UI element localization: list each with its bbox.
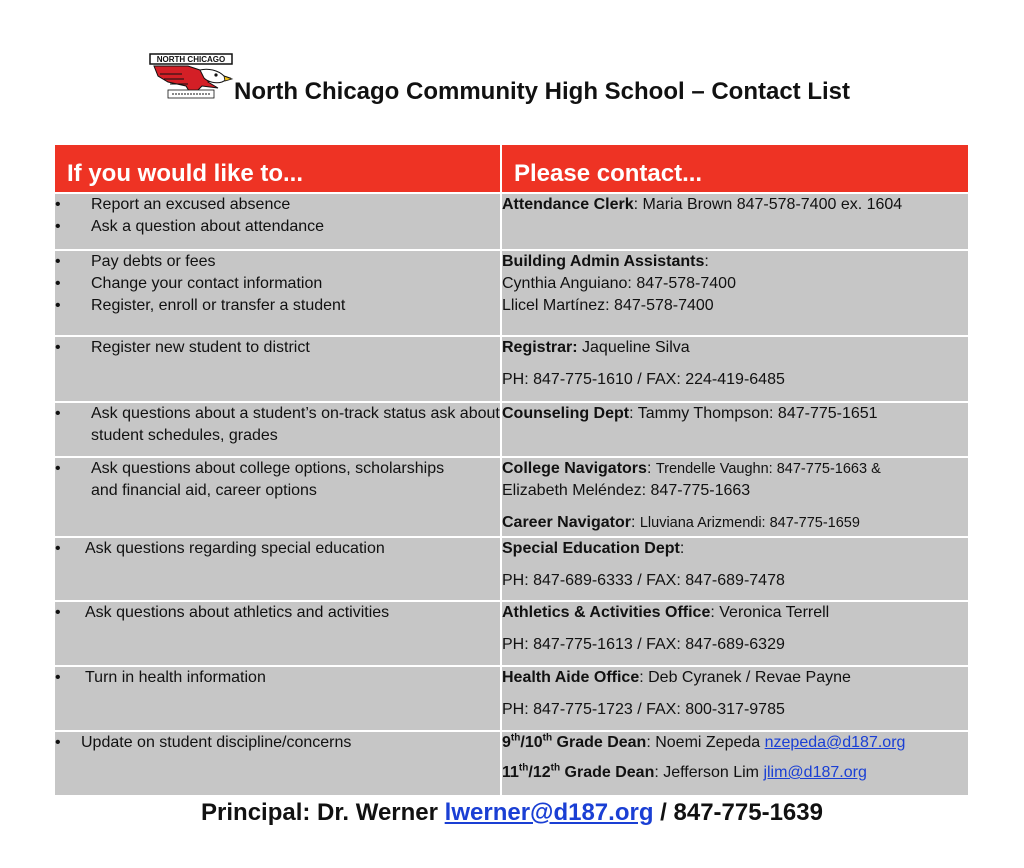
list-item: • Ask questions about athletics and activities — [55, 602, 500, 624]
list-item: • Report an excused absence — [55, 194, 500, 216]
request-cell — [55, 601, 501, 666]
request-cell — [55, 402, 501, 457]
dean-role-9-10: 9th/10th Grade Dean — [502, 732, 647, 751]
contact-detail: Jefferson Lim — [663, 764, 759, 781]
principal-email-link[interactable]: lwerner@d187.org — [444, 799, 654, 826]
contact-cell: Building Admin Assistants: Cynthia Anguiano: 847-578-7400 Llicel Martínez: 847-578-7400 — [501, 250, 968, 336]
contact-role: Career Navigator — [502, 514, 631, 531]
contact-detail: Jaqueline Silva — [582, 339, 690, 356]
contact-phone: PH: 847-775-1610 / FAX: 224-419-6485 — [502, 371, 785, 388]
contact-cell: Counseling Dept: Tammy Thompson: 847-775-1651 — [501, 402, 968, 457]
contact-detail: Maria Brown 847-578-7400 ex. 1604 — [642, 196, 903, 213]
list-item: • Ask questions regarding special education — [55, 538, 500, 560]
request-cell — [55, 336, 501, 402]
request-cell — [55, 250, 501, 336]
request-cell — [55, 731, 501, 795]
request-cell — [55, 193, 501, 250]
contact-detail: Veronica Terrell — [719, 604, 830, 621]
table-row — [55, 336, 968, 402]
contact-role: College Navigators — [502, 460, 647, 477]
contact-role: Building Admin Assistants — [502, 253, 705, 270]
dean-email-link[interactable]: nzepeda@d187.org — [764, 734, 906, 751]
page-header — [148, 52, 908, 112]
contact-detail: Tammy Thompson: 847-775-1651 — [637, 405, 878, 422]
table-row — [55, 250, 968, 336]
list-item: • Turn in health information — [55, 667, 500, 689]
contact-cell: 9th/10th Grade Dean: Noemi Zepeda nzepeda@d187.org 11th/12th Grade Dean: Jefferson Lim jlim@d187.org — [501, 731, 968, 795]
table-row — [55, 193, 968, 250]
table-row — [55, 601, 968, 666]
principal-label: Principal: Dr. Werner — [201, 799, 438, 826]
list-item: • Update on student discipline/concerns — [55, 732, 500, 754]
contact-cell: Special Education Dept: PH: 847-689-6333 / FAX: 847-689-7478 — [501, 537, 968, 601]
contact-detail: Noemi Zepeda — [655, 734, 761, 751]
contact-detail: Llicel Martínez: 847-578-7400 — [502, 297, 714, 314]
contact-table — [55, 145, 968, 795]
list-item: • Ask questions about college options, scholarships and financial aid, career options — [55, 458, 500, 502]
table-row — [55, 402, 968, 457]
list-item: • Pay debts or fees — [55, 251, 500, 273]
table-row — [55, 666, 968, 731]
contact-cell — [501, 336, 968, 402]
table-row — [55, 457, 968, 537]
logo-top-text: NORTH CHICAGO — [156, 55, 226, 64]
principal-footer — [0, 799, 1024, 827]
contact-detail: Deb Cyranek / Revae Payne — [648, 669, 851, 686]
contact-phone: PH: 847-689-6333 / FAX: 847-689-7478 — [502, 572, 785, 589]
list-item: • Ask questions about a student’s on-track status ask about student schedules, grades — [55, 403, 500, 447]
contact-role: Attendance Clerk — [502, 196, 634, 213]
dean-email-link[interactable]: jlim@d187.org — [763, 764, 867, 781]
contact-role: Counseling Dept — [502, 405, 630, 422]
contact-detail: Cynthia Anguiano: 847-578-7400 — [502, 275, 736, 292]
request-cell — [55, 457, 501, 537]
request-cell — [55, 666, 501, 731]
column-header-contact: Please contact... — [501, 145, 968, 193]
contact-role: Special Education Dept — [502, 540, 680, 557]
list-item: • Register new student to district — [55, 337, 500, 359]
principal-phone: / 847-775-1639 — [660, 799, 823, 826]
page-title: North Chicago Community High School – Contact List — [234, 78, 851, 105]
contact-detail: Lluviana Arizmendi: 847-775-1659 — [639, 515, 860, 531]
list-item: • Change your contact information — [55, 273, 500, 295]
school-logo-eagle-icon — [148, 52, 234, 102]
contact-cell: College Navigators: Trendelle Vaughn: 847-775-1663 & Elizabeth Meléndez: 847-775-1663 Career Navigator: Lluviana Arizmendi: 847-775-1659 — [501, 457, 968, 537]
contact-detail: Trendelle Vaughn: 847-775-1663 & — [655, 461, 881, 477]
request-cell — [55, 537, 501, 601]
contact-cell: Health Aide Office: Deb Cyranek / Revae Payne PH: 847-775-1723 / FAX: 800-317-9785 — [501, 666, 968, 731]
list-item: • Register, enroll or transfer a student — [55, 295, 500, 317]
list-item: • Ask a question about attendance — [55, 216, 500, 238]
contact-cell: Attendance Clerk: Maria Brown 847-578-7400 ex. 1604 — [501, 193, 968, 250]
table-header-row — [55, 145, 968, 193]
contact-phone: PH: 847-775-1613 / FAX: 847-689-6329 — [502, 636, 785, 653]
contact-cell: Athletics & Activities Office: Veronica Terrell PH: 847-775-1613 / FAX: 847-689-6329 — [501, 601, 968, 666]
contact-role: Athletics & Activities Office — [502, 604, 711, 621]
column-header-request: If you would like to... — [55, 145, 501, 193]
contact-role: Registrar: — [502, 339, 578, 356]
table-row — [55, 731, 968, 795]
contact-role: Health Aide Office — [502, 669, 640, 686]
contact-phone: PH: 847-775-1723 / FAX: 800-317-9785 — [502, 701, 785, 718]
table-row — [55, 537, 968, 601]
dean-role-11-12: 11th/12th Grade Dean — [502, 762, 655, 781]
contact-detail: Elizabeth Meléndez: 847-775-1663 — [502, 482, 751, 499]
